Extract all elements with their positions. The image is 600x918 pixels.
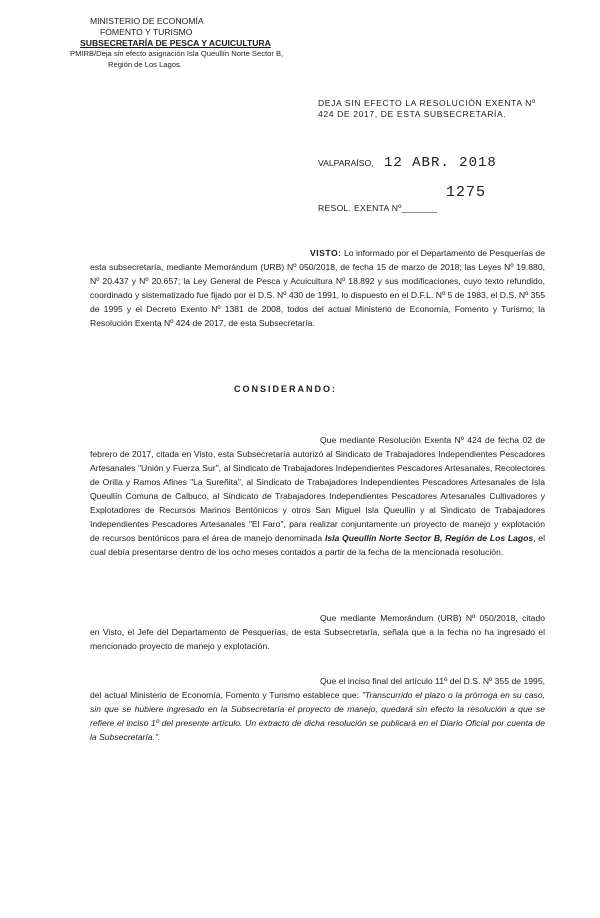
considerando-paragraph-3 bbox=[90, 674, 545, 744]
c3-quote: "Transcurrido el plazo o la prórroga en su caso, sin que se hubiere ingresado en la Subsecretaría el proyecto de manejo, quedará sin efecto la resolución a que se refiere el inciso 1º del presente artículo. Un extracto de dicha resolución se publicará en el Diario Oficial por cuenta de la Subsecretaría.". bbox=[90, 690, 545, 742]
place-and-date bbox=[318, 155, 497, 171]
considerando-paragraph-2 bbox=[90, 611, 545, 653]
c1-area-name: Isla Queullín Norte Sector B, Región de Los Lagos bbox=[324, 533, 534, 543]
c2-text: Que mediante Memorándum (URB) Nº 050/2018, citado en Visto, el Jefe del Departamento de Pesquerías, de esta Subsecretaría, señala que a la fecha no ha ingresado el mencionado proyecto de manejo y explotación. bbox=[90, 613, 545, 651]
visto-lead: VISTO: bbox=[310, 248, 342, 258]
resolution-subject: DEJA SIN EFECTO LA RESOLUCIÓN EXENTA Nº 424 DE 2017, DE ESTA SUBSECRETARÍA. bbox=[318, 98, 536, 119]
resolution-number: 1275 bbox=[446, 184, 487, 201]
c1-text-b: , el cual debía presentarse dentro de los ocho meses contados a partir de la fecha de la mencionada resolución. bbox=[90, 533, 545, 557]
date-stamp: 12 ABR. 2018 bbox=[383, 155, 497, 171]
considerando-paragraph-1 bbox=[90, 433, 545, 559]
visto-paragraph bbox=[90, 246, 545, 330]
resolution-label: RESOL. EXENTA Nº_______ bbox=[318, 203, 438, 213]
c1-text-a: Que mediante Resolución Exenta Nº 424 de fecha 02 de febrero de 2017, citada en Visto, esta Subsecretaría autorizó al Sindicato de Trabajadores Independientes Pescadores Artesanales "Unión y Fuerza Sur", al Sindicato de Trabajadores Independientes Pescadores Artesanales, Recolectores de Orilla y Ramos Afines "La Sureñita", al Sindicato de Trabajadores Independientes Pescadores Artesanales de Isla Queullín Comuna de Calbuco, al Sindicato de Trabajadores Independientes Pescadores Artesanales Cultivadores y Explotadores de Recursos Marinos Bentónicos y otros San Miguel Isla Queullín y al Sindicato de Trabajadores Independientes Pescadores Artesanales "El Faro", para realizar conjuntamente un proyecto de manejo y explotación de recursos bentónicos para el área de manejo denominada bbox=[90, 435, 545, 543]
visto-text: Lo informado por el Departamento de Pesquerías de esta subsecretaría, mediante Memorándum (URB) Nº 050/2018, de fecha 15 de marzo de 2018; las Leyes Nº 19.880, Nº 20.437 y Nº 20.657; la Ley General de Pesca y Acuicultura Nº 18.892 y sus modificaciones, cuyo texto refundido, coordinado y sistematizado fue fijado por el D.S. Nº 430 de 1991, lo dispuesto en el D.F.L. Nº 5 de 1983, el D.S. Nº 355 de 1995 y el Decreto Exento Nº 1381 de 2008, todos del actual Ministerio de Economía, Fomento y Turismo; la Resolución Exenta Nº 424 de 2017, de esta Subsecretaría. bbox=[90, 248, 545, 328]
considerando-heading: CONSIDERANDO: bbox=[234, 384, 338, 394]
subsecretaria-name: SUBSECRETARÍA DE PESCA Y ACUICULTURA bbox=[80, 38, 271, 48]
reference-line-2: Región de Los Lagos. bbox=[108, 60, 182, 69]
place: VALPARAÍSO, bbox=[318, 158, 374, 168]
c3-text-a: Que el inciso final del artículo 11º del D.S. Nº 355 de 1995, del actual Ministerio de Economía, Fomento y Turismo establece que: bbox=[90, 676, 545, 700]
ministry-name-line2: FOMENTO Y TURISMO bbox=[100, 27, 193, 37]
reference-line-1: PMIRB/Deja sin efecto asignación Isla Queullín Norte Sector B, bbox=[70, 49, 284, 58]
ministry-name: MINISTERIO DE ECONOMÍA bbox=[90, 16, 204, 26]
